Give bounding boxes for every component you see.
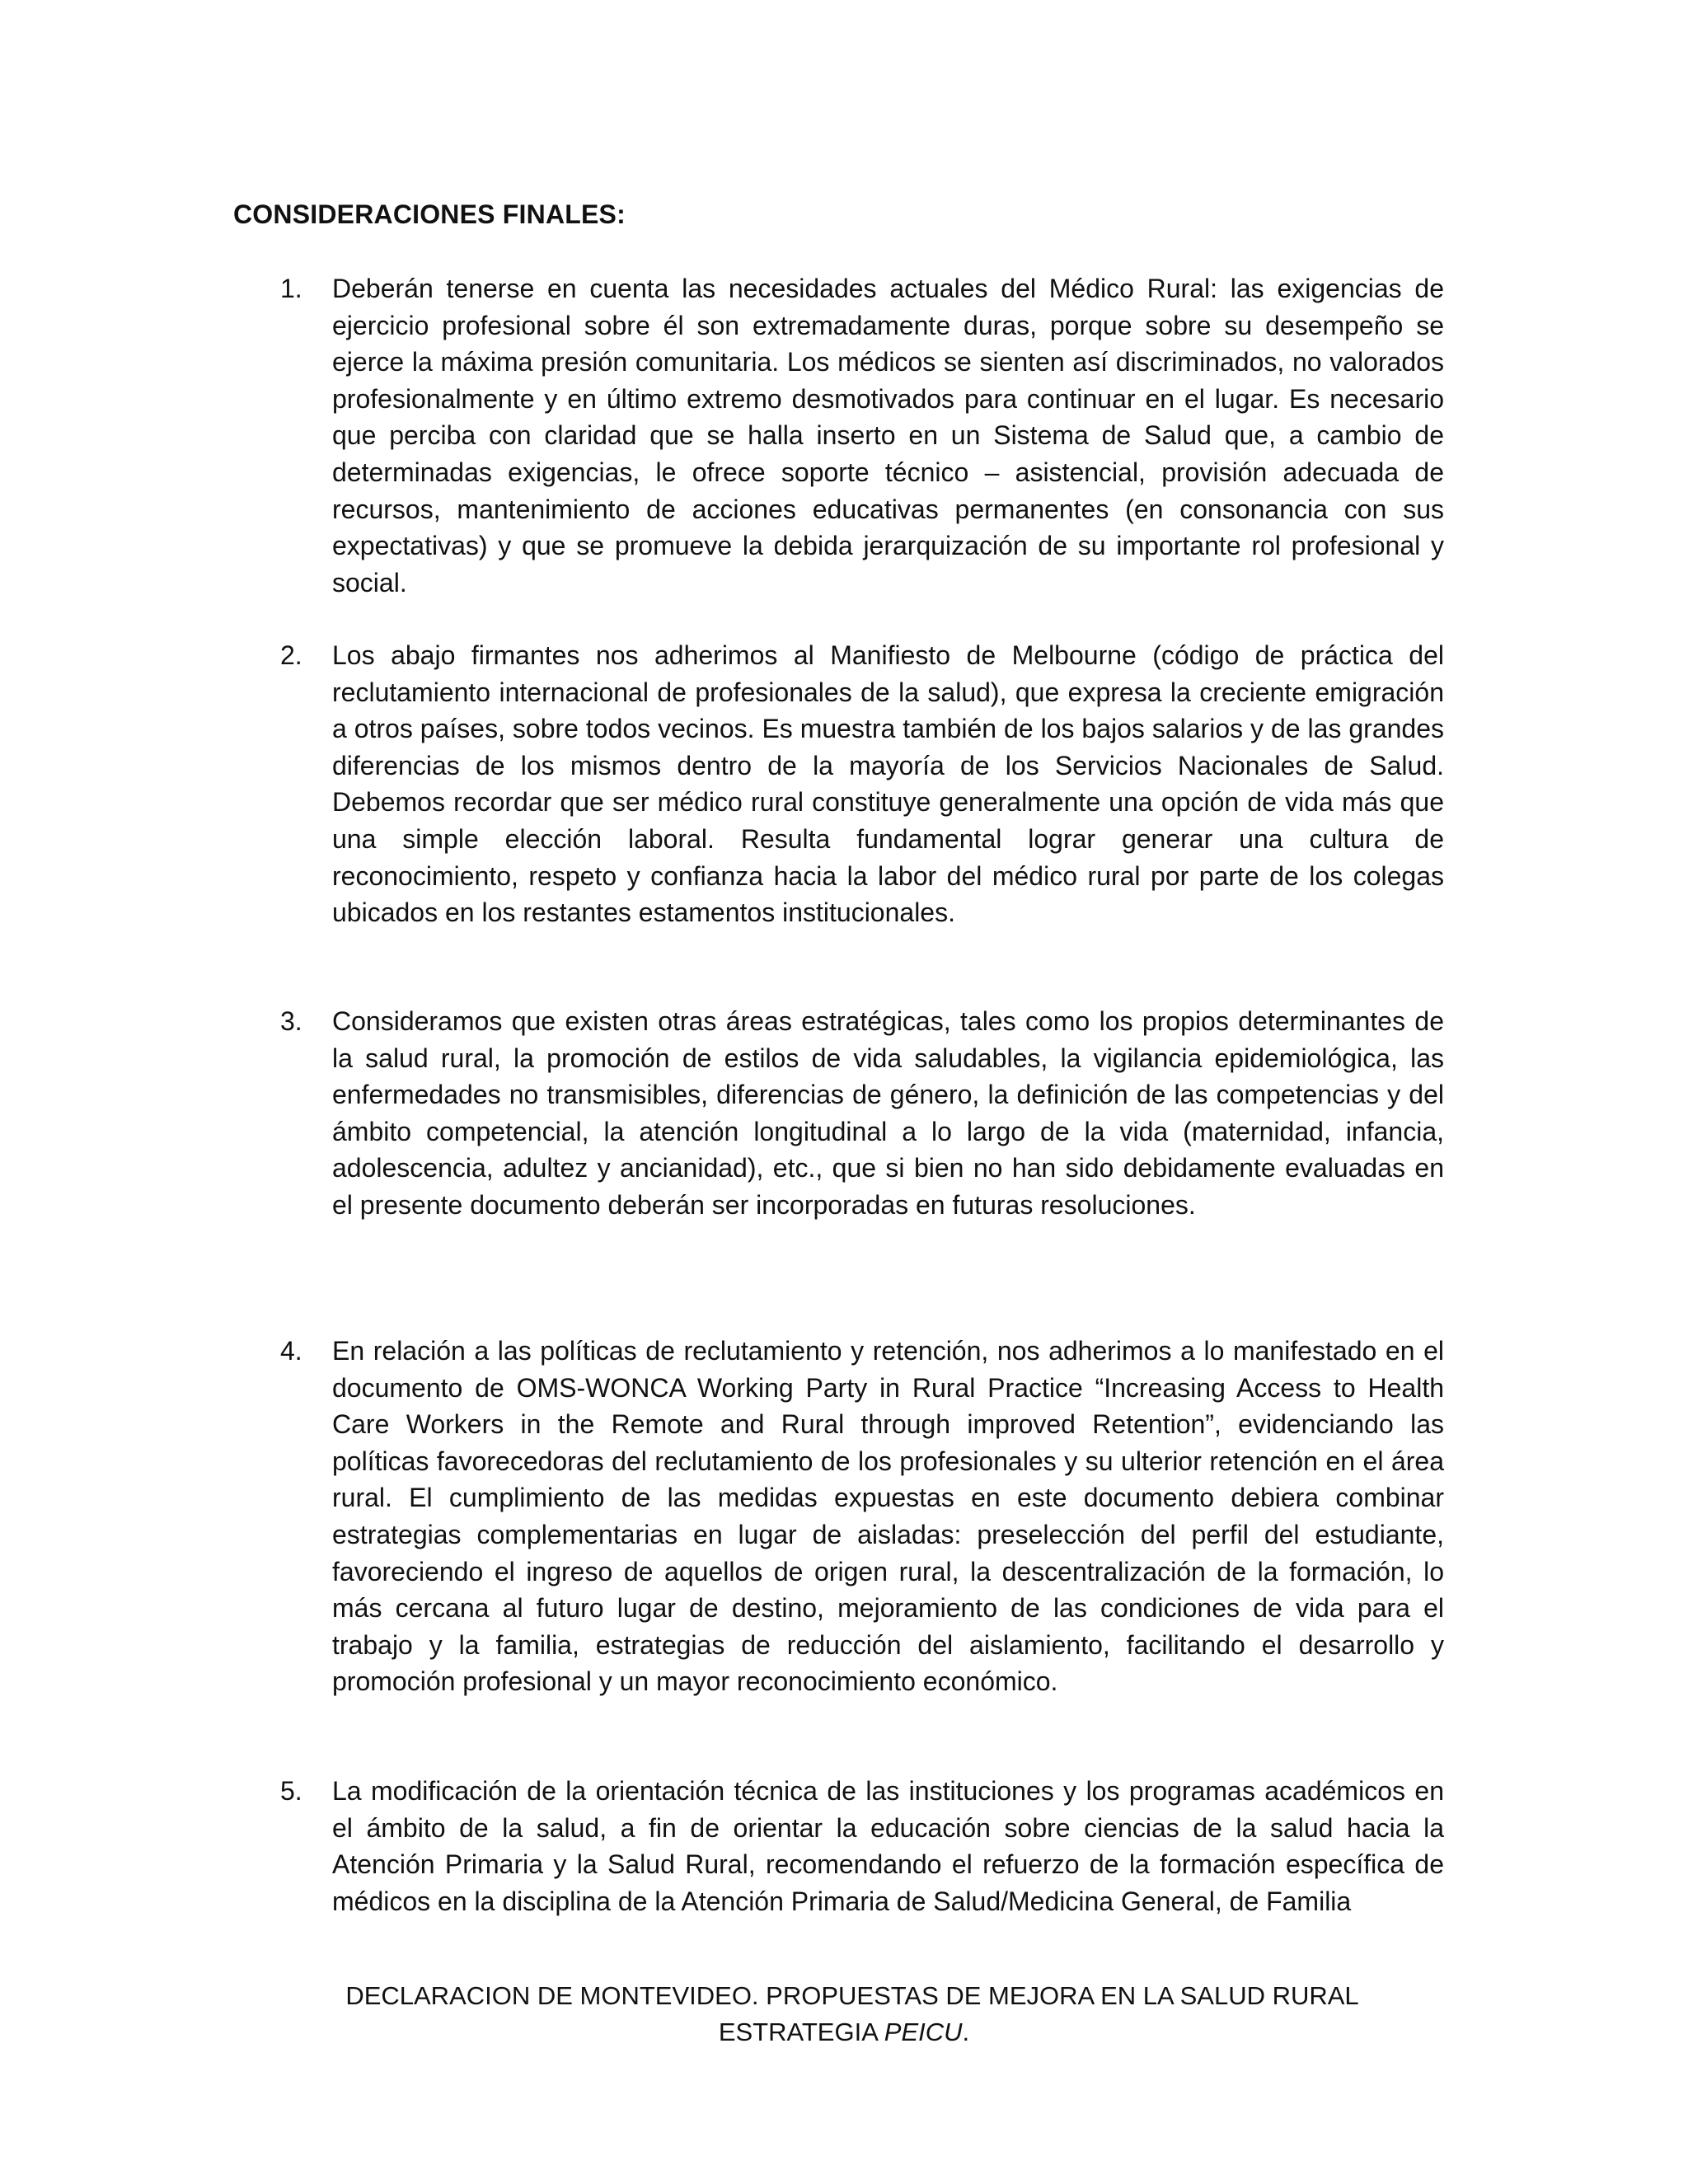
- list-item-number: 2.: [280, 640, 302, 670]
- footer-title: DECLARACION DE MONTEVIDEO. PROPUESTAS DE MEJORA EN LA SALUD RURAL: [345, 1981, 1359, 2010]
- footer-subtitle-prefix: ESTRATEGIA: [718, 2018, 884, 2046]
- list-item-number: 5.: [280, 1776, 302, 1806]
- footer-subtitle-italic: PEICU: [884, 2018, 963, 2046]
- list-item-number: 3.: [280, 1006, 302, 1036]
- section-heading: CONSIDERACIONES FINALES:: [233, 199, 626, 229]
- list-item-number: 1.: [280, 274, 302, 303]
- list-item-text: Deberán tenerse en cuenta las necesidades actuales del Médico Rural: las exigencias de ejercicio profesional sobre él son extremadamente duras, porque sobre su desempeño se ejerce la máxima presión comunitaria. Los médicos se sienten así discriminados, no valorados profesionalmente y en último extremo desmotivados para continuar en el lugar. Es necesario que perciba con claridad que se halla inserto en un Sistema de Salud que, a cambio de determinadas exigencias, le ofrece soporte técnico – asistencial, provisión adecuada de recursos, mantenimiento de acciones educativas permanentes (en consonancia con sus expectativas) y que se promueve la debida jerarquización de su importante rol profesional y social.: [332, 274, 1444, 598]
- page-footer: [0, 1978, 1688, 2050]
- footer-subtitle: [0, 2014, 1688, 2050]
- list-item-number: 4.: [280, 1336, 302, 1366]
- list-item-text: Los abajo firmantes nos adherimos al Manifiesto de Melbourne (código de práctica del reclutamiento internacional de profesionales de la salud), que expresa la creciente emigración a otros países, sobre todos vecinos. Es muestra también de los bajos salarios y de las grandes diferencias de los mismos dentro de la mayoría de los Servicios Nacionales de Salud. Debemos recordar que ser médico rural constituye generalmente una opción de vida más que una simple elección laboral. Resulta fundamental lograr generar una cultura de reconocimiento, respeto y confianza hacia la labor del médico rural por parte de los colegas ubicados en los restantes estamentos institucionales.: [332, 640, 1444, 928]
- list-item-text: La modificación de la orientación técnica de las instituciones y los programas académicos en el ámbito de la salud, a fin de orientar la educación sobre ciencias de la salud hacia la Atención Primaria y la Salud Rural, recomendando el refuerzo de la formación específica de médicos en la disciplina de la Atención Primaria de Salud/Medicina General, de Familia: [332, 1776, 1444, 1916]
- footer-subtitle-suffix: .: [962, 2018, 970, 2046]
- list-item-text: En relación a las políticas de reclutamiento y retención, nos adherimos a lo manifestado en el documento de OMS-WONCA Working Party in Rural Practice “Increasing Access to Health Care Workers in the Remote and Rural through improved Retention”, evidenciando las políticas favorecedoras del reclutamiento de los profesionales y su ulterior retención en el área rural. El cumplimiento de las medidas expuestas en este documento debiera combinar estrategias complementarias en lugar de aisladas: preselección del perfil del estudiante, favoreciendo el ingreso de aquellos de origen rural, la descentralización de la formación, lo más cercana al futuro lugar de destino, mejoramiento de las condiciones de vida para el trabajo y la familia, estrategias de reducción del aislamiento, facilitando el desarrollo y promoción profesional y un mayor reconocimiento económico.: [332, 1336, 1444, 1697]
- list-item-text: Consideramos que existen otras áreas estratégicas, tales como los propios determinantes de la salud rural, la promoción de estilos de vida saludables, la vigilancia epidemiológica, las enfermedades no transmisibles, diferencias de género, la definición de las competencias y del ámbito competencial, la atención longitudinal a lo largo de la vida (maternidad, infancia, adolescencia, adultez y ancianidad), etc., que si bien no han sido debidamente evaluadas en el presente documento deberán ser incorporadas en futuras resoluciones.: [332, 1006, 1444, 1220]
